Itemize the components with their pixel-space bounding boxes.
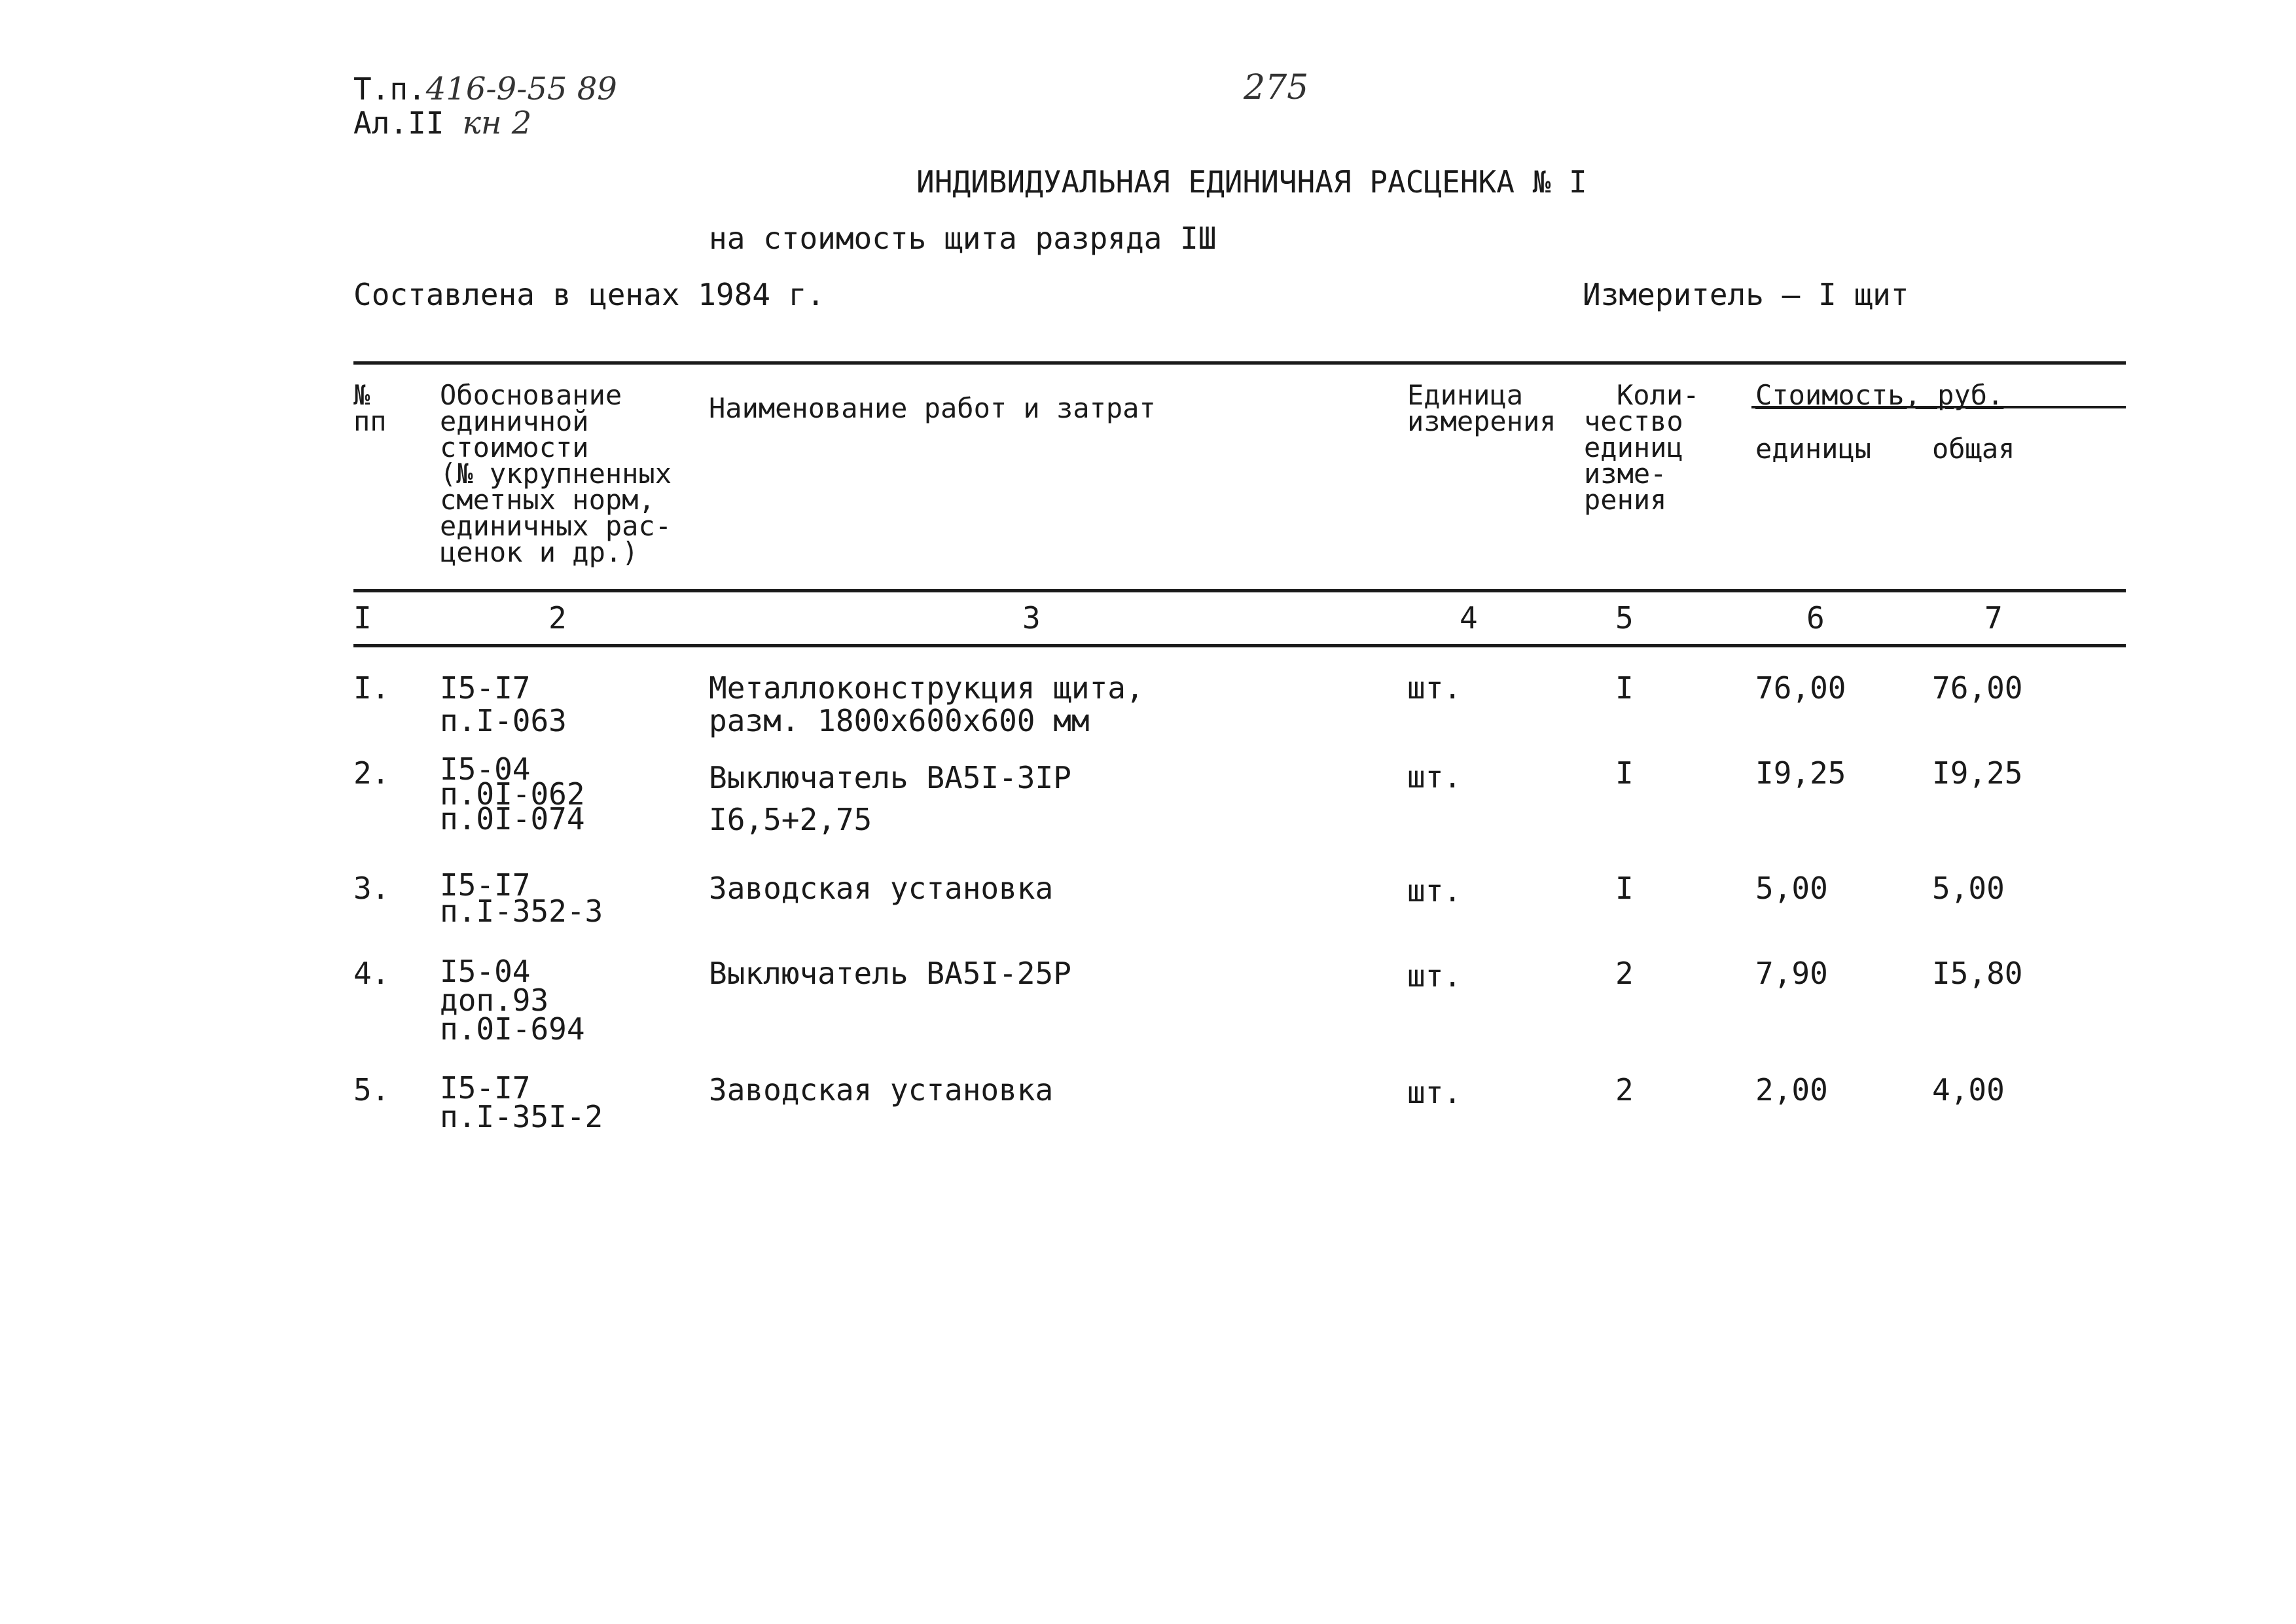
header-col-number bbox=[353, 379, 387, 437]
row-basis-line: п.I-063 bbox=[440, 703, 567, 738]
header-col-qty bbox=[1584, 379, 1700, 516]
header-col-qty-line: изме- bbox=[1584, 458, 1667, 490]
row-number: 5. bbox=[353, 1072, 390, 1108]
col-number-2: 2 bbox=[548, 600, 567, 636]
row-work-name-line: Заводская установка bbox=[709, 1072, 1054, 1108]
row-unit-cost: 7,90 bbox=[1755, 956, 1828, 991]
row-basis-line: I5-04 bbox=[440, 954, 531, 989]
row-work-name bbox=[709, 757, 1071, 840]
header-col-basis-line: единичной bbox=[440, 405, 589, 437]
doc-code-handwritten-1: 416-9-55 89 bbox=[425, 71, 617, 107]
table-top-rule bbox=[353, 361, 2126, 365]
row-total: I5,80 bbox=[1932, 956, 2023, 991]
row-work-name-line: Заводская установка bbox=[709, 871, 1054, 906]
header-col-qty-line: Коли- bbox=[1617, 379, 1700, 411]
header-col-basis-line: единичных рас- bbox=[440, 510, 672, 542]
doc-title: ИНДИВИДУАЛЬНАЯ ЕДИНИЧНАЯ РАСЦЕНКА № I bbox=[916, 164, 1587, 200]
row-work-name-line: I6,5+2,75 bbox=[709, 802, 872, 837]
row-basis-line: п.0I-062 bbox=[440, 776, 585, 812]
col-number-6: 6 bbox=[1806, 600, 1825, 636]
row-basis-line: п.0I-694 bbox=[440, 1011, 585, 1047]
row-basis-line: п.I-352-3 bbox=[440, 893, 603, 929]
header-col-basis-line: ценок и др.) bbox=[440, 536, 639, 568]
row-unit-cost: 76,00 bbox=[1755, 670, 1846, 706]
album-code-handwritten: кн 2 bbox=[462, 105, 532, 141]
price-basis: Составлена в ценах 1984 г. bbox=[353, 277, 825, 312]
colnum-bottom-rule bbox=[353, 644, 2126, 647]
doc-subtitle: на стоимость щита разряда IШ bbox=[709, 221, 1217, 256]
header-col-basis-line: Обоснование bbox=[440, 379, 622, 411]
col-number-7: 7 bbox=[1984, 600, 2003, 636]
row-work-name-line: Выключатель ВА5I-25Р bbox=[709, 956, 1071, 991]
doc-code-prefix-1: Т.п. bbox=[353, 71, 426, 107]
header-col-cost: Стоимость, руб. bbox=[1755, 379, 2004, 411]
col-number-3: 3 bbox=[1022, 600, 1041, 636]
row-unit: шт. bbox=[1407, 1075, 1462, 1110]
row-number: 2. bbox=[353, 755, 390, 791]
row-total: I9,25 bbox=[1932, 755, 2023, 791]
header-col-qty-line: рения bbox=[1584, 484, 1667, 516]
row-unit-cost: I9,25 bbox=[1755, 755, 1846, 791]
row-work-name-line: Металлоконструкция щита, bbox=[709, 670, 1144, 706]
row-basis-line: I5-I7 bbox=[440, 1070, 531, 1106]
row-basis bbox=[440, 954, 585, 1047]
header-bottom-rule bbox=[353, 589, 2126, 592]
page-number: 275 bbox=[1244, 68, 1309, 107]
row-work-name bbox=[709, 1074, 1053, 1106]
header-col-unit-line: измерения bbox=[1407, 405, 1556, 437]
row-unit: шт. bbox=[1407, 759, 1462, 795]
row-basis bbox=[440, 867, 603, 929]
row-basis bbox=[440, 751, 585, 837]
row-unit: шт. bbox=[1407, 670, 1462, 706]
header-col-qty-line: чество bbox=[1584, 405, 1683, 437]
row-qty: 2 bbox=[1615, 1072, 1634, 1108]
row-unit: шт. bbox=[1407, 958, 1462, 994]
row-total: 4,00 bbox=[1932, 1072, 2005, 1108]
row-work-name bbox=[709, 957, 1071, 990]
doc-code bbox=[353, 73, 617, 105]
header-col-unit bbox=[1407, 379, 1556, 437]
meter: Измеритель – I щит bbox=[1583, 277, 1909, 312]
row-unit: шт. bbox=[1407, 873, 1462, 909]
header-col-total: общая bbox=[1932, 433, 2015, 465]
row-work-name bbox=[709, 872, 1053, 905]
row-total: 76,00 bbox=[1932, 670, 2023, 706]
header-col-unit-line: Единица bbox=[1407, 379, 1524, 411]
header-col-basis-line: сметных норм, bbox=[440, 484, 655, 516]
col-number-1: I bbox=[353, 600, 372, 636]
row-basis-line: I5-I7 bbox=[440, 867, 531, 903]
row-qty: I bbox=[1615, 670, 1634, 706]
album-code-prefix: Ал.II bbox=[353, 105, 444, 141]
row-basis-line: I5-04 bbox=[440, 751, 531, 787]
row-basis-line: доп.93 bbox=[440, 983, 549, 1018]
row-number: 4. bbox=[353, 956, 390, 991]
header-col-unit-cost: единицы bbox=[1755, 433, 1872, 465]
header-col-qty-line: единиц bbox=[1584, 431, 1683, 463]
header-col-number-line: пп bbox=[353, 405, 387, 437]
row-total: 5,00 bbox=[1932, 871, 2005, 906]
header-col-basis-line: стоимости bbox=[440, 431, 589, 463]
row-unit-cost: 5,00 bbox=[1755, 871, 1828, 906]
header-col-basis-line: (№ укрупненных bbox=[440, 458, 672, 490]
row-basis-line: п.0I-074 bbox=[440, 801, 585, 837]
row-basis bbox=[440, 672, 567, 737]
row-number: I. bbox=[353, 670, 390, 706]
row-qty: 2 bbox=[1615, 956, 1634, 991]
row-qty: I bbox=[1615, 755, 1634, 791]
row-work-name bbox=[709, 672, 1144, 737]
col-number-4: 4 bbox=[1460, 600, 1478, 636]
row-unit-cost: 2,00 bbox=[1755, 1072, 1828, 1108]
row-basis-line: п.I-35I-2 bbox=[440, 1099, 603, 1134]
row-work-name-line: Выключатель ВА5I-3IР bbox=[709, 760, 1071, 795]
col-number-5: 5 bbox=[1615, 600, 1634, 636]
row-work-name-line: разм. 1800х600х600 мм bbox=[709, 703, 1090, 738]
header-col-name: Наименование работ и затрат bbox=[709, 392, 1156, 424]
album-code bbox=[353, 107, 531, 139]
row-qty: I bbox=[1615, 871, 1634, 906]
row-basis-line: I5-I7 bbox=[440, 670, 531, 706]
header-col-basis bbox=[440, 379, 672, 568]
row-number: 3. bbox=[353, 871, 390, 906]
row-basis bbox=[440, 1070, 603, 1134]
header-col-number-line: № bbox=[353, 379, 370, 411]
